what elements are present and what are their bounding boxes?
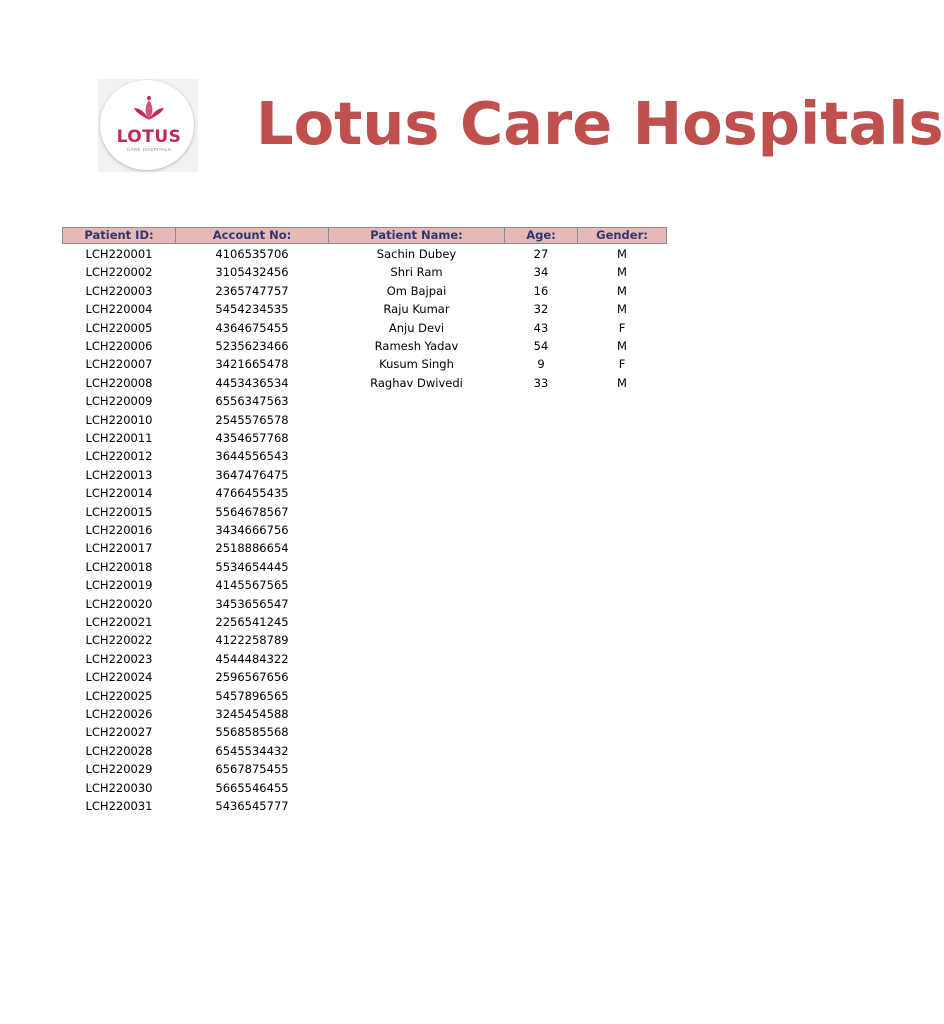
title-cell <box>256 84 944 174</box>
cell-patient-id: LCH220004 <box>85 302 153 316</box>
cell-patient-id: LCH220005 <box>85 321 153 335</box>
cell-gender: M <box>617 265 627 279</box>
cell-gender: M <box>617 376 627 390</box>
cell-patient-name: Sachin Dubey <box>376 247 457 261</box>
cell-account-no: 4766455435 <box>215 486 289 500</box>
cell-account-no: 3434666756 <box>215 523 289 537</box>
cell-patient-id: LCH220008 <box>85 376 153 390</box>
cell-patient-id: LCH220001 <box>85 247 153 261</box>
cell-gender: M <box>617 302 627 316</box>
cell-age: 27 <box>533 247 549 261</box>
logo-wordmark: LOTUS <box>116 127 182 147</box>
cell-patient-id: LCH220009 <box>85 394 153 408</box>
cell-patient-id: LCH220007 <box>85 357 153 371</box>
cell-patient-id: LCH220026 <box>85 707 153 721</box>
cell-account-no: 3105432456 <box>215 265 289 279</box>
cell-patient-id: LCH220002 <box>85 265 153 279</box>
cell-patient-id: LCH220006 <box>85 339 153 353</box>
cell-account-no: 3245454588 <box>215 707 289 721</box>
cell-patient-id: LCH220029 <box>85 762 153 776</box>
cell-account-no: 5564678567 <box>215 505 289 519</box>
lotus-flower-icon <box>133 94 165 124</box>
cell-patient-id: LCH220025 <box>85 689 153 703</box>
cell-account-no: 5665546455 <box>215 781 289 795</box>
cell-age: 54 <box>533 339 549 353</box>
cell-patient-id: LCH220021 <box>85 615 153 629</box>
page-title: Lotus Care Hospitals <box>256 89 944 158</box>
cell-account-no: 5534654445 <box>215 560 289 574</box>
cell-account-no: 5436545777 <box>215 799 289 813</box>
cell-patient-id: LCH220022 <box>85 633 153 647</box>
cell-gender: F <box>618 357 626 371</box>
cell-patient-name: Om Bajpai <box>386 284 447 298</box>
cell-account-no: 2596567656 <box>215 670 289 684</box>
cell-patient-id: LCH220010 <box>85 413 153 427</box>
cell-patient-id: LCH220027 <box>85 725 153 739</box>
cell-account-no: 4106535706 <box>215 247 289 261</box>
cell-account-no: 5235623466 <box>215 339 289 353</box>
cell-account-no: 4354657768 <box>215 431 289 445</box>
cell-patient-id: LCH220030 <box>85 781 153 795</box>
cell-age: 33 <box>533 376 549 390</box>
header-account-no: Account No: <box>175 227 329 244</box>
cell-patient-name: Ramesh Yadav <box>374 339 459 353</box>
cell-patient-id: LCH220017 <box>85 541 153 555</box>
cell-account-no: 2365747757 <box>215 284 289 298</box>
cell-age: 34 <box>533 265 549 279</box>
cell-account-no: 3647476475 <box>215 468 289 482</box>
cell-age: 43 <box>533 321 549 335</box>
cell-account-no: 5568585568 <box>215 725 289 739</box>
cell-age: 9 <box>537 357 545 371</box>
cell-gender: M <box>617 284 627 298</box>
cell-account-no: 3421665478 <box>215 357 289 371</box>
cell-patient-id: LCH220019 <box>85 578 153 592</box>
cell-account-no: 3644556543 <box>215 449 289 463</box>
cell-account-no: 2545576578 <box>215 413 289 427</box>
cell-account-no: 3453656547 <box>215 597 289 611</box>
cell-account-no: 2256541245 <box>215 615 289 629</box>
cell-patient-id: LCH220031 <box>85 799 153 813</box>
cell-patient-id: LCH220012 <box>85 449 153 463</box>
cell-patient-id: LCH220014 <box>85 486 153 500</box>
cell-account-no: 6556347563 <box>215 394 289 408</box>
cell-account-no: 4364675455 <box>215 321 289 335</box>
cell-patient-name: Shri Ram <box>390 265 443 279</box>
cell-account-no: 4453436534 <box>215 376 289 390</box>
cell-age: 32 <box>533 302 549 316</box>
header-patient-id: Patient ID: <box>62 227 176 244</box>
cell-patient-id: LCH220028 <box>85 744 153 758</box>
cell-account-no: 6567875455 <box>215 762 289 776</box>
header-patient-name: Patient Name: <box>328 227 505 244</box>
cell-patient-id: LCH220024 <box>85 670 153 684</box>
cell-patient-id: LCH220016 <box>85 523 153 537</box>
cell-patient-name: Anju Devi <box>388 321 445 335</box>
cell-gender: F <box>618 321 626 335</box>
cell-gender: M <box>617 247 627 261</box>
cell-account-no: 4145567565 <box>215 578 289 592</box>
cell-account-no: 2518886654 <box>215 541 289 555</box>
cell-account-no: 4544484322 <box>215 652 289 666</box>
cell-patient-name: Raghav Dwivedi <box>370 376 463 390</box>
cell-account-no: 5454234535 <box>215 302 289 316</box>
cell-age: 16 <box>533 284 549 298</box>
cell-patient-id: LCH220020 <box>85 597 153 611</box>
logo-subtitle: CARE HOSPITALS <box>126 147 172 152</box>
cell-patient-name: Kusum Singh <box>379 357 454 371</box>
cell-patient-id: LCH220003 <box>85 284 153 298</box>
header-age: Age: <box>504 227 578 244</box>
cell-account-no: 5457896565 <box>215 689 289 703</box>
cell-patient-id: LCH220013 <box>85 468 153 482</box>
cell-gender: M <box>617 339 627 353</box>
hospital-logo <box>98 79 198 172</box>
cell-patient-id: LCH220023 <box>85 652 153 666</box>
cell-account-no: 4122258789 <box>215 633 289 647</box>
cell-patient-id: LCH220015 <box>85 505 153 519</box>
cell-patient-name: Raju Kumar <box>383 302 450 316</box>
header-gender: Gender: <box>577 227 667 244</box>
cell-patient-id: LCH220011 <box>85 431 153 445</box>
logo-badge <box>100 80 194 170</box>
cell-account-no: 6545534432 <box>215 744 289 758</box>
cell-patient-id: LCH220018 <box>85 560 153 574</box>
